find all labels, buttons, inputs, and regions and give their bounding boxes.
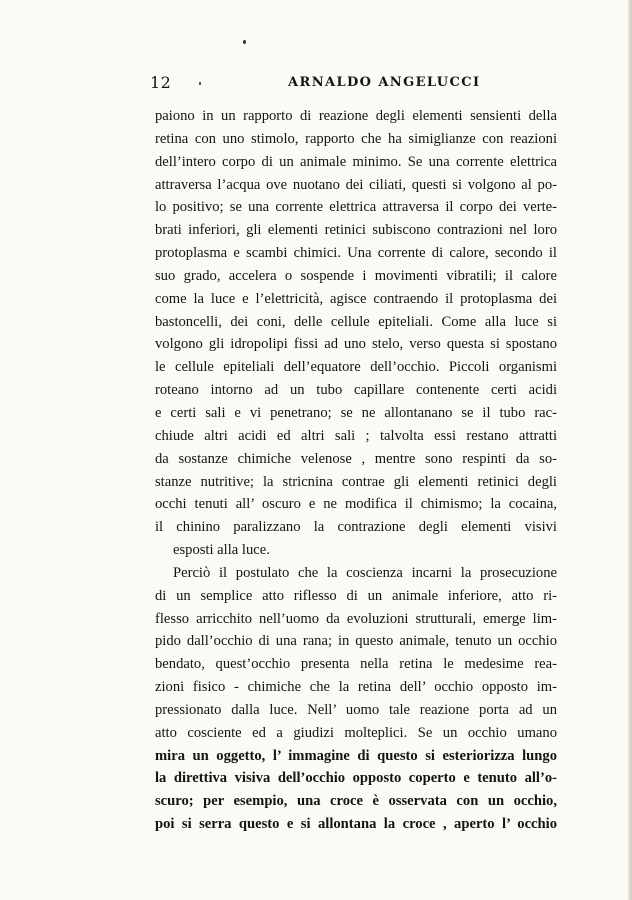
text-line: atto cosciente ed a giudizi molteplici. Se un occhio umano: [155, 724, 557, 741]
text-line: poi si serra questo e si allontana la croce , aperto l’ occhio: [155, 816, 557, 833]
text-line: occhi tenuti all’ oscuro e ne modifica il chimismo; la cocaina,: [155, 496, 557, 513]
page-number: 12: [150, 73, 172, 92]
text-line: stanze nutritive; la stricnina contrae gli elementi retinici degli: [155, 473, 557, 490]
text-line: come la luce e l’elettricità, agisce contraendo il protoplasma dei: [155, 290, 557, 307]
text-line: da sostanze chimiche velenose , mentre sono respinti da so-: [155, 450, 557, 467]
text-line: brati inferiori, gli elementi retinici subiscono contrazioni nel loro: [155, 222, 557, 239]
text-line: roteano intorno ad un tubo capillare contenente certi acidi: [155, 382, 557, 399]
text-line: zioni fisico - chimiche che la retina dell’ occhio opposto im-: [155, 679, 557, 696]
text-line: paiono in un rapporto di reazione degli elementi sensienti della: [155, 108, 557, 124]
text-line: il chinino paralizzano la contrazione degli elementi visivi: [155, 519, 557, 536]
text-line: pido dall’occhio di una rana; in questo animale, tenuto un occhio: [155, 633, 557, 650]
text-line: e certi sali e vi penetrano; se ne allontanano se il tubo rac-: [155, 404, 557, 421]
text-line: la direttiva visiva dell’occhio opposto coperto e tenuto all’o-: [155, 770, 557, 787]
text-line: Perciò il postulato che la coscienza incarni la prosecuzione: [173, 564, 557, 581]
text-line: scuro; per esempio, una croce è osservata con un occhio,: [155, 793, 557, 810]
page-edge: [628, 0, 632, 900]
text-line: chiude altri acidi ed altri sali ; talvolta essi restano attratti: [155, 427, 557, 444]
text-line: mira un oggetto, l’ immagine di questo si esteriorizza lungo: [155, 747, 557, 764]
text-line: flesso arricchito nell’uomo da evoluzioni strutturali, emerge lim-: [155, 610, 557, 627]
text-line: esposti alla luce.: [173, 542, 270, 559]
text-line: bastoncelli, dei coni, delle cellule epiteliali. Come alla luce si: [155, 313, 557, 330]
text-line: protoplasma e scambi chimici. Una corrente di calore, secondo il: [155, 245, 557, 262]
running-title: ARNALDO ANGELUCCI: [288, 75, 481, 90]
text-line: pressionato dalla luce. Nell’ uomo tale reazione porta ad un: [155, 701, 557, 718]
text-line: di un semplice atto riflesso di un animale inferiore, atto ri-: [155, 587, 557, 604]
text-line: bendato, quest’occhio presenta nella retina le medesime rea-: [155, 656, 557, 673]
page-header: [150, 73, 560, 97]
ink-speck: [243, 40, 246, 44]
text-line: le cellule epiteliali dell’equatore dell’occhio. Piccoli organismi: [155, 359, 557, 376]
text-line: volgono gli idropolipi fissi ad uno stelo, verso questa si spostano: [155, 336, 557, 353]
text-line: suo grado, accelera o sospende i movimenti vibratili; il calore: [155, 267, 557, 284]
paragraph-1: [155, 105, 557, 562]
text-line: attraversa l’acqua ove nuotano dei ciliati, questi si volgono al po-: [155, 176, 557, 193]
text-line: dell’intero corpo di un animale minimo. Se una corrente elettrica: [155, 153, 557, 170]
text-line: retina con uno stimolo, rapporto che ha simiglianze con reazioni: [155, 130, 557, 147]
text-line: lo positivo; se una corrente elettrica attraversa il corpo dei verte-: [155, 199, 557, 216]
paragraph-2: [155, 562, 557, 836]
body-text: [155, 105, 557, 836]
